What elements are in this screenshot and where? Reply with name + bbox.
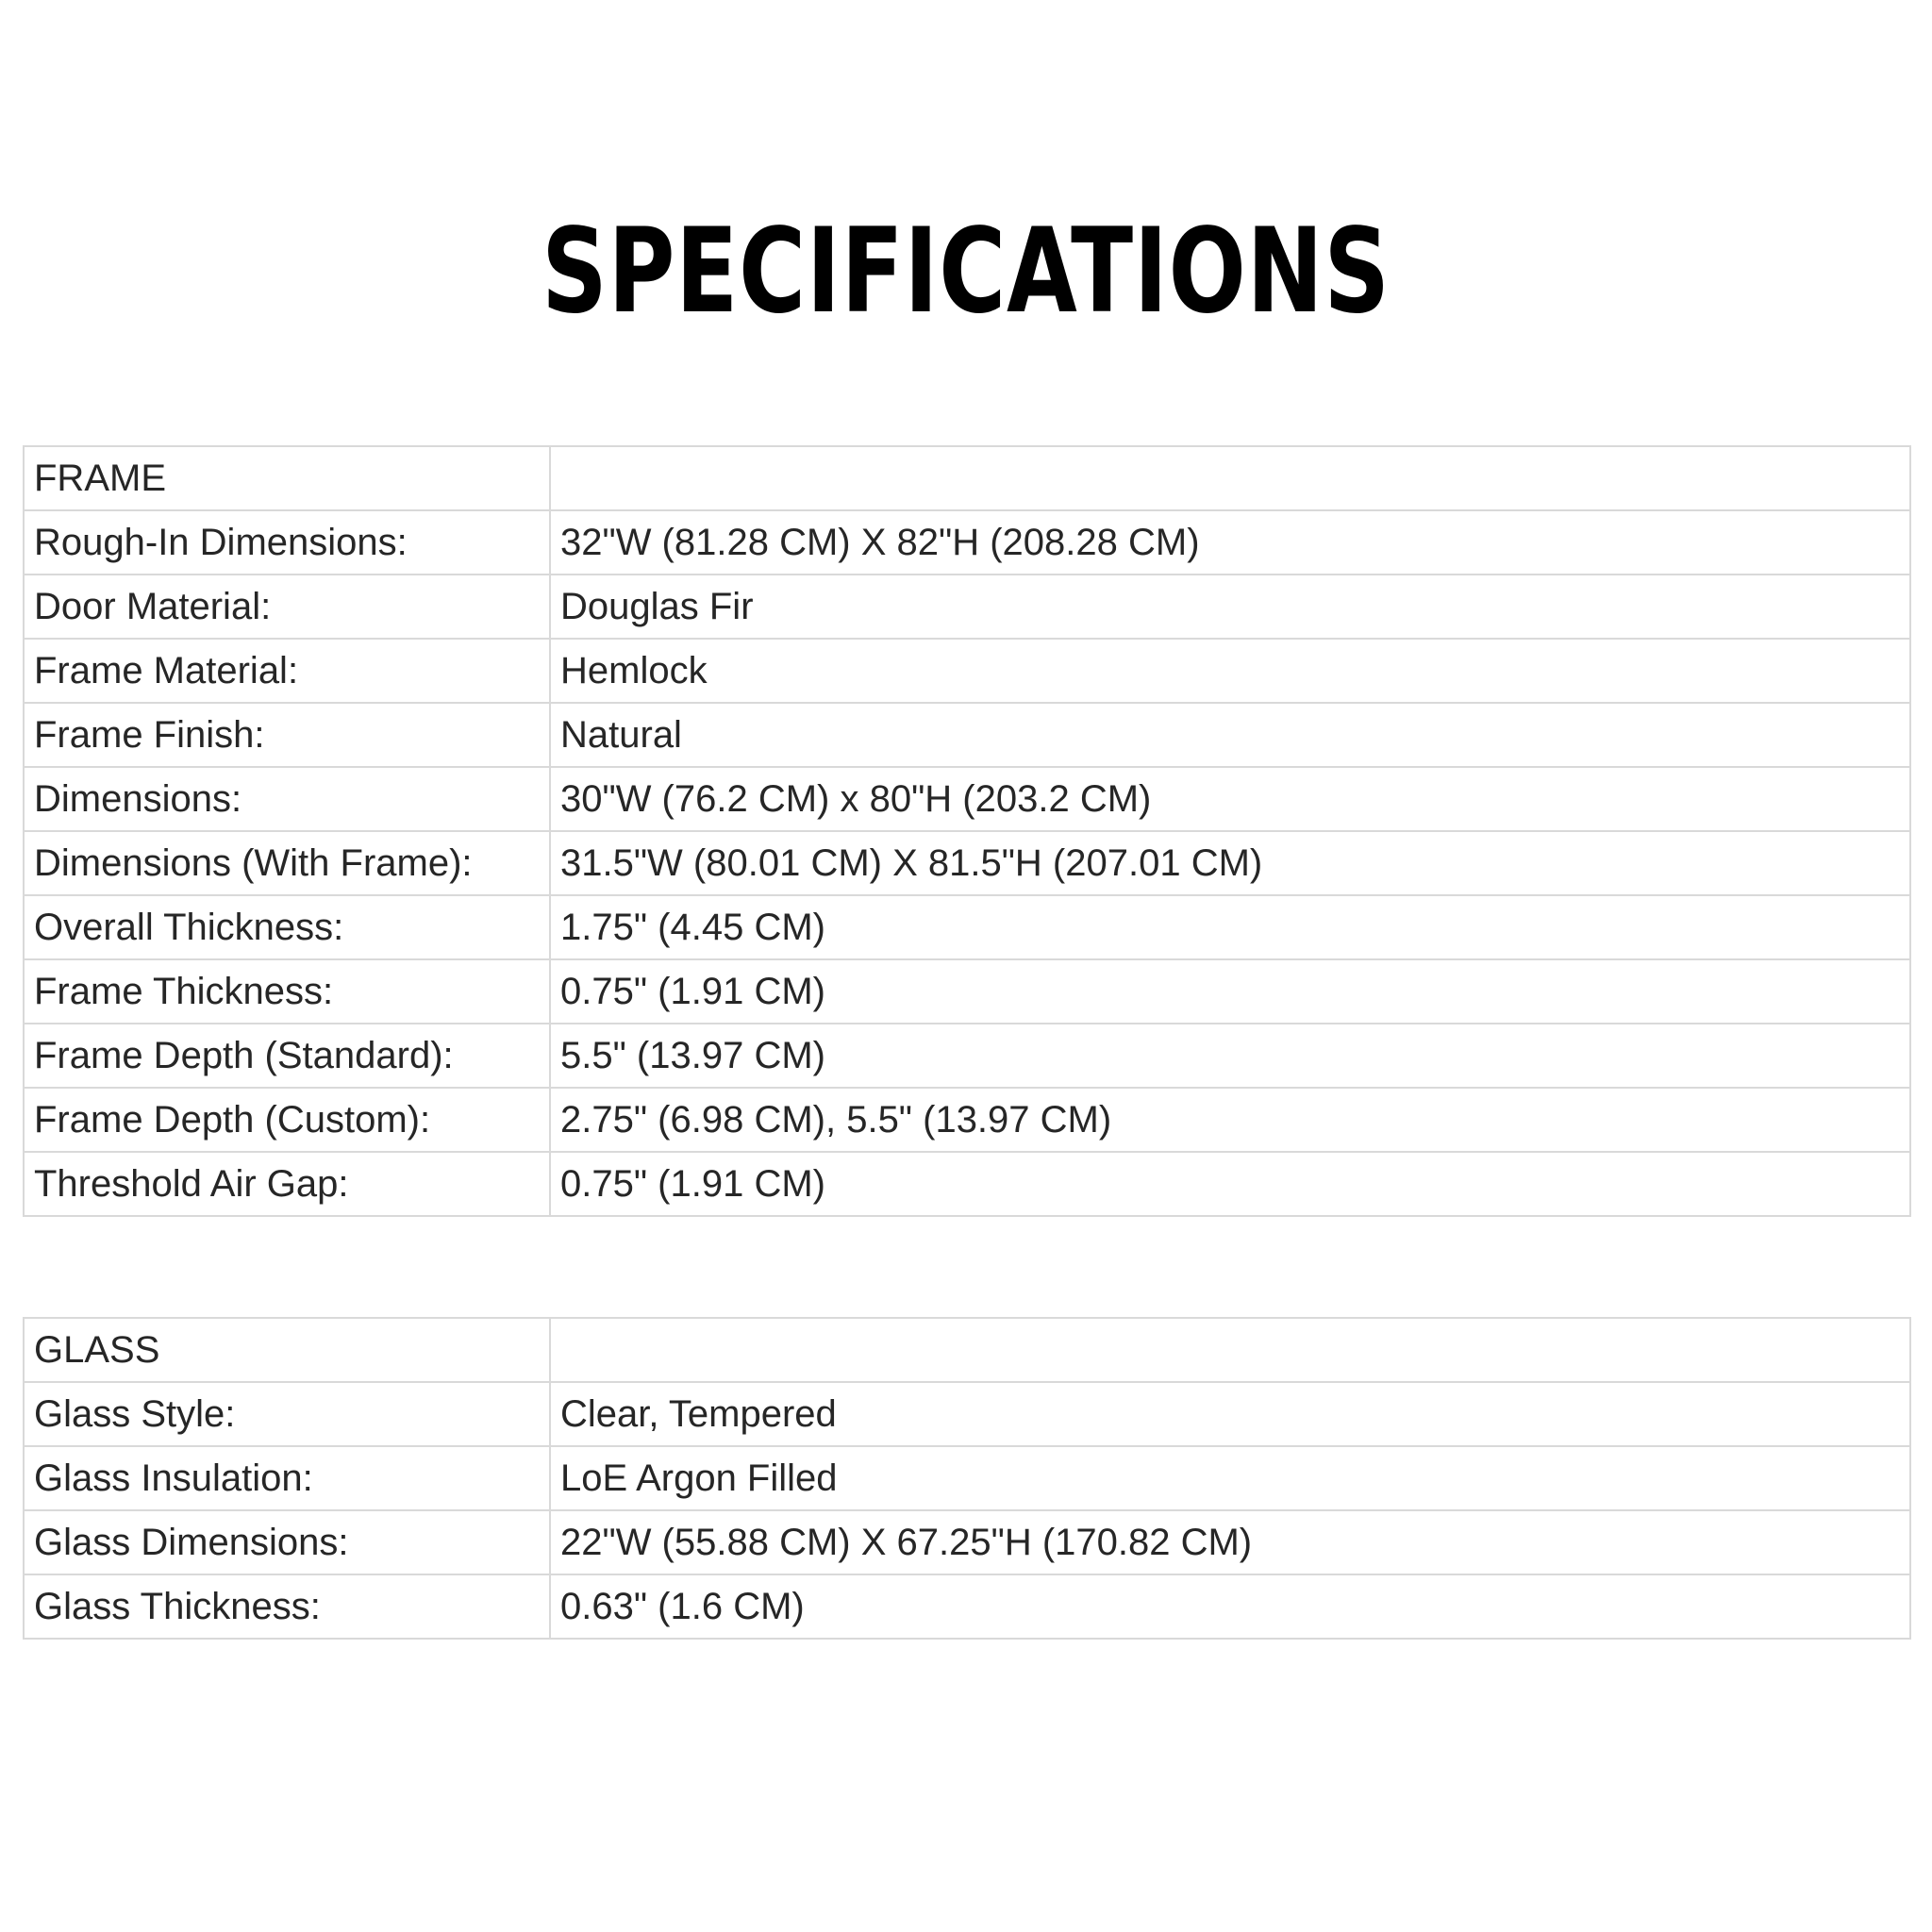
table-header-row [24,1318,1910,1382]
table-row [24,767,1910,831]
table-row [24,1446,1910,1510]
glass-spec-table [23,1317,1911,1640]
spec-value: 22"W (55.88 CM) X 67.25"H (170.82 CM) [550,1510,1910,1574]
spec-label: Door Material: [24,575,550,639]
spec-label: Dimensions: [24,767,550,831]
spec-value: Clear, Tempered [550,1382,1910,1446]
spec-value: 1.75" (4.45 CM) [550,895,1910,959]
spec-value: Douglas Fir [550,575,1910,639]
table-row [24,1382,1910,1446]
table-row [24,895,1910,959]
spec-label: Glass Dimensions: [24,1510,550,1574]
spec-label: Rough-In Dimensions: [24,510,550,575]
section-header-empty-cell [550,446,1910,510]
page-title: SPECIFICATIONS [541,204,1391,340]
spec-value: 30"W (76.2 CM) x 80"H (203.2 CM) [550,767,1910,831]
frame-spec-table [23,445,1911,1217]
spec-value: 0.75" (1.91 CM) [550,959,1910,1024]
spec-value: Hemlock [550,639,1910,703]
spec-label: Glass Thickness: [24,1574,550,1639]
spec-label: Glass Style: [24,1382,550,1446]
spec-label: Frame Depth (Standard): [24,1024,550,1088]
table-row [24,510,1910,575]
spec-label: Overall Thickness: [24,895,550,959]
table-row [24,703,1910,767]
spec-value: 5.5" (13.97 CM) [550,1024,1910,1088]
spec-value: Natural [550,703,1910,767]
spec-label: Dimensions (With Frame): [24,831,550,895]
table-header-row [24,446,1910,510]
spec-label: Frame Thickness: [24,959,550,1024]
table-row [24,1510,1910,1574]
table-row [24,1152,1910,1216]
spec-label: Frame Material: [24,639,550,703]
table-row [24,1024,1910,1088]
table-row [24,959,1910,1024]
spec-value: 31.5"W (80.01 CM) X 81.5"H (207.01 CM) [550,831,1910,895]
table-row [24,831,1910,895]
spec-value: LoE Argon Filled [550,1446,1910,1510]
section-header-glass: GLASS [24,1318,550,1382]
spec-value: 32"W (81.28 CM) X 82"H (208.28 CM) [550,510,1910,575]
spec-value: 2.75" (6.98 CM), 5.5" (13.97 CM) [550,1088,1910,1152]
spec-label: Threshold Air Gap: [24,1152,550,1216]
spec-value: 0.63" (1.6 CM) [550,1574,1910,1639]
spec-value: 0.75" (1.91 CM) [550,1152,1910,1216]
spec-label: Glass Insulation: [24,1446,550,1510]
table-row [24,575,1910,639]
table-row [24,1088,1910,1152]
table-row [24,1574,1910,1639]
section-header-frame: FRAME [24,446,550,510]
section-header-empty-cell [550,1318,1910,1382]
spec-label: Frame Depth (Custom): [24,1088,550,1152]
table-row [24,639,1910,703]
spec-label: Frame Finish: [24,703,550,767]
